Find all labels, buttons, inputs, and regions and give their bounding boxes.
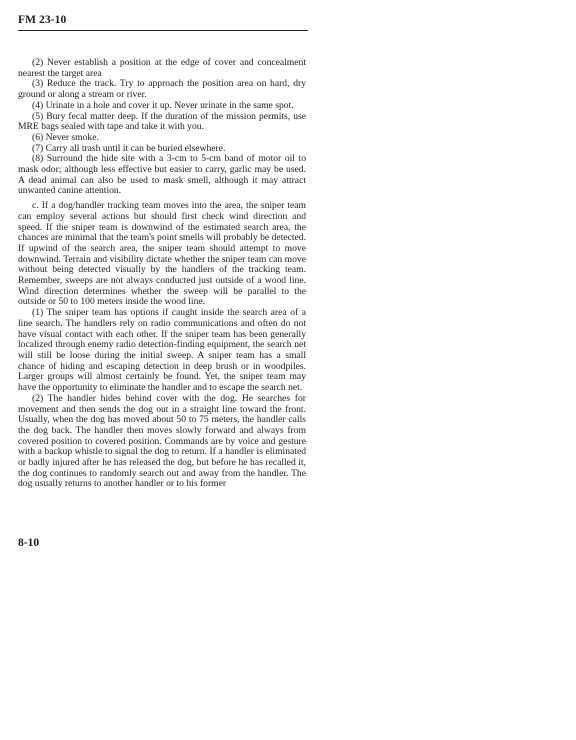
manual-designation: FM 23-10 (18, 14, 67, 26)
list-item: (7) Carry all trash until it can be buried elsewhere. (32, 142, 226, 154)
list-item: (2) Never establish a position at the edge of cover and concealment nearest the target area (18, 57, 306, 79)
page-number: 8-10 (18, 537, 40, 549)
list-item: (8) Surround the hide site with a 3-cm to 5-cm band of motor oil to mask odor; although less effective but easier to carry, garlic may be used. A dead animal can also be used to mask smell, although it may attract unwanted canine attention. (18, 153, 306, 197)
list-item: (4) Urinate in a hole and cover it up. Never urinate in the same spot. (32, 99, 294, 111)
list-item: (1) The sniper team has options if caught inside the search area of a line search. The handlers rely on radio communications and often do not have visual contact with each other. If the sniper team has been generally localized through enemy radio detection-finding equipment, the search net will still be loose during the initial sweep. A sniper team has a small chance of hiding and escaping detection in deep brush or in woodpiles. Larger groups will almost certainly be found. Yet, the sniper team may have the opportunity to eliminate the handler and to escape the search net. (18, 307, 306, 394)
list-item: (5) Bury fecal matter deep. If the duration of the mission permits, use MRE bags sealed with tape and take it with you. (18, 110, 306, 133)
list-item: (3) Reduce the track. Try to approach the position area on hard, dry ground or along a stream or river. (18, 78, 306, 101)
list-item: (6) Never smoke. (32, 131, 99, 143)
list-item: (2) The handler hides behind cover with the dog. He searches for movement and then sends the dog out in a straight line toward the front. Usually, when the dog has moved about 50 to 75 meters, the handler calls the dog back. The handler then moves slowly forward and always from covered position to covered position. Commands are by voice and gesture with a backup whistle to signal the dog to return. If a handler is eliminated or badly injured after he has released the dog, but before he has recalled it, the dog continues to randomly search out and away from the handler. The dog usually returns to another handler or to his former (18, 392, 306, 490)
page-header (18, 10, 308, 31)
paragraph-c: c. If a dog/handler tracking team moves into the area, the sniper team can employ several actions but should first check wind direction and speed. If the sniper team is downwind of the estimated search area, the chances are minimal that the team's point smells will probably be detected. If upwind of the search area, the sniper team should attempt to move downwind. Terrain and visibility dictate whether the sniper team can move without being detected visually by the handlers of the tracking team. Remember, sweeps are not always conducted just outside of a wood line. Wind direction determines whether the sweep will be parallel to the outside or 50 to 100 meters inside the wood line. (18, 200, 306, 308)
page-body (18, 58, 306, 490)
